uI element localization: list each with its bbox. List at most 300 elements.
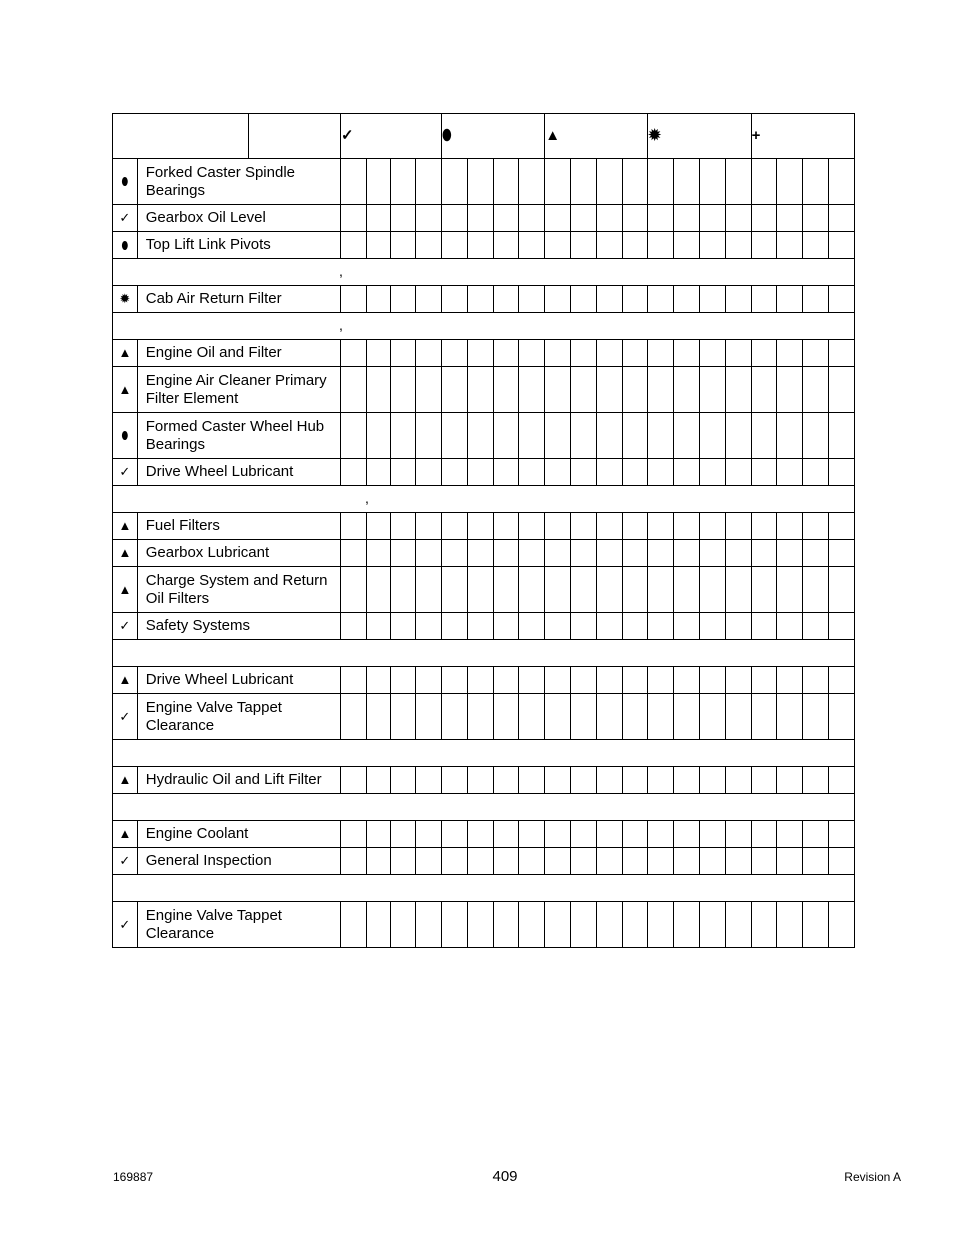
- checkoff-cell[interactable]: [596, 667, 622, 694]
- checkoff-cell[interactable]: [390, 459, 416, 486]
- checkoff-cell[interactable]: [341, 513, 367, 540]
- checkoff-cell[interactable]: [519, 613, 545, 640]
- checkoff-cell[interactable]: [493, 613, 519, 640]
- checkoff-cell[interactable]: [777, 459, 803, 486]
- checkoff-cell[interactable]: [545, 613, 571, 640]
- checkoff-cell[interactable]: [571, 286, 597, 313]
- checkoff-cell[interactable]: [571, 848, 597, 875]
- checkoff-cell[interactable]: [803, 848, 829, 875]
- checkoff-cell[interactable]: [571, 340, 597, 367]
- checkoff-cell[interactable]: [596, 767, 622, 794]
- checkoff-cell[interactable]: [519, 821, 545, 848]
- checkoff-cell[interactable]: [467, 540, 493, 567]
- checkoff-cell[interactable]: [442, 821, 468, 848]
- checkoff-cell[interactable]: [674, 767, 700, 794]
- checkoff-cell[interactable]: [571, 821, 597, 848]
- checkoff-cell[interactable]: [390, 821, 416, 848]
- checkoff-cell[interactable]: [390, 413, 416, 459]
- checkoff-cell[interactable]: [699, 205, 725, 232]
- checkoff-cell[interactable]: [751, 613, 777, 640]
- checkoff-cell[interactable]: [699, 821, 725, 848]
- checkoff-cell[interactable]: [416, 613, 442, 640]
- checkoff-cell[interactable]: [803, 159, 829, 205]
- checkoff-cell[interactable]: [545, 340, 571, 367]
- checkoff-cell[interactable]: [674, 613, 700, 640]
- checkoff-cell[interactable]: [725, 159, 751, 205]
- checkoff-cell[interactable]: [366, 232, 390, 259]
- checkoff-cell[interactable]: [674, 413, 700, 459]
- checkoff-cell[interactable]: [390, 694, 416, 740]
- checkoff-cell[interactable]: [777, 413, 803, 459]
- checkoff-cell[interactable]: [596, 367, 622, 413]
- checkoff-cell[interactable]: [622, 340, 648, 367]
- checkoff-cell[interactable]: [699, 848, 725, 875]
- checkoff-cell[interactable]: [390, 567, 416, 613]
- checkoff-cell[interactable]: [545, 205, 571, 232]
- checkoff-cell[interactable]: [341, 567, 367, 613]
- checkoff-cell[interactable]: [777, 613, 803, 640]
- checkoff-cell[interactable]: [725, 567, 751, 613]
- checkoff-cell[interactable]: [648, 694, 674, 740]
- checkoff-cell[interactable]: [341, 848, 367, 875]
- checkoff-cell[interactable]: [390, 205, 416, 232]
- checkoff-cell[interactable]: [519, 540, 545, 567]
- checkoff-cell[interactable]: [390, 902, 416, 948]
- checkoff-cell[interactable]: [751, 767, 777, 794]
- checkoff-cell[interactable]: [390, 340, 416, 367]
- checkoff-cell[interactable]: [545, 848, 571, 875]
- checkoff-cell[interactable]: [596, 159, 622, 205]
- checkoff-cell[interactable]: [341, 459, 367, 486]
- checkoff-cell[interactable]: [777, 367, 803, 413]
- checkoff-cell[interactable]: [803, 567, 829, 613]
- checkoff-cell[interactable]: [571, 232, 597, 259]
- checkoff-cell[interactable]: [366, 767, 390, 794]
- checkoff-cell[interactable]: [674, 159, 700, 205]
- checkoff-cell[interactable]: [622, 902, 648, 948]
- checkoff-cell[interactable]: [699, 540, 725, 567]
- checkoff-cell[interactable]: [699, 513, 725, 540]
- checkoff-cell[interactable]: [571, 540, 597, 567]
- checkoff-cell[interactable]: [571, 667, 597, 694]
- checkoff-cell[interactable]: [648, 159, 674, 205]
- checkoff-cell[interactable]: [777, 767, 803, 794]
- checkoff-cell[interactable]: [828, 513, 854, 540]
- checkoff-cell[interactable]: [751, 540, 777, 567]
- checkoff-cell[interactable]: [519, 232, 545, 259]
- checkoff-cell[interactable]: [648, 821, 674, 848]
- checkoff-cell[interactable]: [545, 540, 571, 567]
- checkoff-cell[interactable]: [648, 540, 674, 567]
- checkoff-cell[interactable]: [777, 902, 803, 948]
- checkoff-cell[interactable]: [545, 767, 571, 794]
- checkoff-cell[interactable]: [648, 459, 674, 486]
- checkoff-cell[interactable]: [674, 567, 700, 613]
- checkoff-cell[interactable]: [725, 232, 751, 259]
- checkoff-cell[interactable]: [777, 286, 803, 313]
- checkoff-cell[interactable]: [416, 902, 442, 948]
- checkoff-cell[interactable]: [828, 767, 854, 794]
- checkoff-cell[interactable]: [493, 413, 519, 459]
- checkoff-cell[interactable]: [390, 540, 416, 567]
- checkoff-cell[interactable]: [725, 205, 751, 232]
- checkoff-cell[interactable]: [828, 413, 854, 459]
- checkoff-cell[interactable]: [751, 567, 777, 613]
- checkoff-cell[interactable]: [699, 159, 725, 205]
- checkoff-cell[interactable]: [777, 821, 803, 848]
- checkoff-cell[interactable]: [596, 286, 622, 313]
- checkoff-cell[interactable]: [366, 613, 390, 640]
- checkoff-cell[interactable]: [777, 567, 803, 613]
- checkoff-cell[interactable]: [341, 767, 367, 794]
- checkoff-cell[interactable]: [390, 159, 416, 205]
- checkoff-cell[interactable]: [467, 459, 493, 486]
- checkoff-cell[interactable]: [803, 205, 829, 232]
- checkoff-cell[interactable]: [467, 567, 493, 613]
- checkoff-cell[interactable]: [416, 159, 442, 205]
- checkoff-cell[interactable]: [596, 205, 622, 232]
- checkoff-cell[interactable]: [674, 459, 700, 486]
- checkoff-cell[interactable]: [725, 902, 751, 948]
- checkoff-cell[interactable]: [674, 694, 700, 740]
- checkoff-cell[interactable]: [341, 902, 367, 948]
- checkoff-cell[interactable]: [416, 513, 442, 540]
- checkoff-cell[interactable]: [596, 821, 622, 848]
- checkoff-cell[interactable]: [571, 205, 597, 232]
- checkoff-cell[interactable]: [751, 286, 777, 313]
- checkoff-cell[interactable]: [366, 367, 390, 413]
- checkoff-cell[interactable]: [596, 567, 622, 613]
- checkoff-cell[interactable]: [699, 413, 725, 459]
- checkoff-cell[interactable]: [416, 567, 442, 613]
- checkoff-cell[interactable]: [493, 367, 519, 413]
- checkoff-cell[interactable]: [828, 667, 854, 694]
- checkoff-cell[interactable]: [442, 459, 468, 486]
- checkoff-cell[interactable]: [366, 159, 390, 205]
- checkoff-cell[interactable]: [803, 902, 829, 948]
- checkoff-cell[interactable]: [828, 459, 854, 486]
- checkoff-cell[interactable]: [596, 848, 622, 875]
- checkoff-cell[interactable]: [622, 286, 648, 313]
- checkoff-cell[interactable]: [828, 232, 854, 259]
- checkoff-cell[interactable]: [571, 513, 597, 540]
- checkoff-cell[interactable]: [674, 367, 700, 413]
- checkoff-cell[interactable]: [622, 694, 648, 740]
- checkoff-cell[interactable]: [493, 567, 519, 613]
- checkoff-cell[interactable]: [493, 205, 519, 232]
- checkoff-cell[interactable]: [341, 821, 367, 848]
- checkoff-cell[interactable]: [725, 613, 751, 640]
- checkoff-cell[interactable]: [596, 694, 622, 740]
- checkoff-cell[interactable]: [803, 821, 829, 848]
- checkoff-cell[interactable]: [442, 340, 468, 367]
- checkoff-cell[interactable]: [751, 848, 777, 875]
- checkoff-cell[interactable]: [622, 367, 648, 413]
- checkoff-cell[interactable]: [519, 667, 545, 694]
- checkoff-cell[interactable]: [803, 340, 829, 367]
- checkoff-cell[interactable]: [699, 286, 725, 313]
- checkoff-cell[interactable]: [467, 367, 493, 413]
- checkoff-cell[interactable]: [803, 286, 829, 313]
- checkoff-cell[interactable]: [803, 540, 829, 567]
- checkoff-cell[interactable]: [828, 367, 854, 413]
- checkoff-cell[interactable]: [493, 821, 519, 848]
- checkoff-cell[interactable]: [341, 232, 367, 259]
- checkoff-cell[interactable]: [828, 848, 854, 875]
- checkoff-cell[interactable]: [493, 848, 519, 875]
- checkoff-cell[interactable]: [751, 667, 777, 694]
- checkoff-cell[interactable]: [390, 232, 416, 259]
- checkoff-cell[interactable]: [596, 340, 622, 367]
- checkoff-cell[interactable]: [751, 340, 777, 367]
- checkoff-cell[interactable]: [467, 667, 493, 694]
- checkoff-cell[interactable]: [442, 413, 468, 459]
- checkoff-cell[interactable]: [571, 767, 597, 794]
- checkoff-cell[interactable]: [803, 367, 829, 413]
- checkoff-cell[interactable]: [648, 767, 674, 794]
- checkoff-cell[interactable]: [699, 232, 725, 259]
- checkoff-cell[interactable]: [416, 286, 442, 313]
- checkoff-cell[interactable]: [699, 667, 725, 694]
- checkoff-cell[interactable]: [648, 232, 674, 259]
- checkoff-cell[interactable]: [416, 367, 442, 413]
- checkoff-cell[interactable]: [828, 340, 854, 367]
- checkoff-cell[interactable]: [828, 286, 854, 313]
- checkoff-cell[interactable]: [699, 767, 725, 794]
- checkoff-cell[interactable]: [622, 205, 648, 232]
- checkoff-cell[interactable]: [467, 694, 493, 740]
- checkoff-cell[interactable]: [341, 613, 367, 640]
- checkoff-cell[interactable]: [622, 613, 648, 640]
- checkoff-cell[interactable]: [751, 413, 777, 459]
- checkoff-cell[interactable]: [366, 340, 390, 367]
- checkoff-cell[interactable]: [545, 159, 571, 205]
- checkoff-cell[interactable]: [519, 159, 545, 205]
- checkoff-cell[interactable]: [442, 767, 468, 794]
- checkoff-cell[interactable]: [442, 159, 468, 205]
- checkoff-cell[interactable]: [699, 613, 725, 640]
- checkoff-cell[interactable]: [493, 667, 519, 694]
- checkoff-cell[interactable]: [341, 159, 367, 205]
- checkoff-cell[interactable]: [442, 232, 468, 259]
- checkoff-cell[interactable]: [648, 286, 674, 313]
- checkoff-cell[interactable]: [828, 159, 854, 205]
- checkoff-cell[interactable]: [493, 902, 519, 948]
- checkoff-cell[interactable]: [519, 413, 545, 459]
- checkoff-cell[interactable]: [416, 232, 442, 259]
- checkoff-cell[interactable]: [519, 205, 545, 232]
- checkoff-cell[interactable]: [803, 694, 829, 740]
- checkoff-cell[interactable]: [493, 159, 519, 205]
- checkoff-cell[interactable]: [519, 902, 545, 948]
- checkoff-cell[interactable]: [803, 667, 829, 694]
- checkoff-cell[interactable]: [571, 367, 597, 413]
- checkoff-cell[interactable]: [467, 821, 493, 848]
- checkoff-cell[interactable]: [751, 513, 777, 540]
- checkoff-cell[interactable]: [777, 848, 803, 875]
- checkoff-cell[interactable]: [828, 540, 854, 567]
- checkoff-cell[interactable]: [519, 848, 545, 875]
- checkoff-cell[interactable]: [699, 902, 725, 948]
- checkoff-cell[interactable]: [725, 821, 751, 848]
- checkoff-cell[interactable]: [545, 902, 571, 948]
- checkoff-cell[interactable]: [366, 667, 390, 694]
- checkoff-cell[interactable]: [674, 540, 700, 567]
- checkoff-cell[interactable]: [390, 667, 416, 694]
- checkoff-cell[interactable]: [571, 413, 597, 459]
- checkoff-cell[interactable]: [571, 459, 597, 486]
- checkoff-cell[interactable]: [416, 413, 442, 459]
- checkoff-cell[interactable]: [648, 413, 674, 459]
- checkoff-cell[interactable]: [442, 567, 468, 613]
- checkoff-cell[interactable]: [674, 821, 700, 848]
- checkoff-cell[interactable]: [571, 902, 597, 948]
- checkoff-cell[interactable]: [467, 767, 493, 794]
- checkoff-cell[interactable]: [725, 459, 751, 486]
- checkoff-cell[interactable]: [341, 694, 367, 740]
- checkoff-cell[interactable]: [467, 286, 493, 313]
- checkoff-cell[interactable]: [803, 413, 829, 459]
- checkoff-cell[interactable]: [571, 159, 597, 205]
- checkoff-cell[interactable]: [366, 694, 390, 740]
- checkoff-cell[interactable]: [442, 667, 468, 694]
- checkoff-cell[interactable]: [341, 667, 367, 694]
- checkoff-cell[interactable]: [366, 902, 390, 948]
- checkoff-cell[interactable]: [390, 613, 416, 640]
- checkoff-cell[interactable]: [519, 286, 545, 313]
- checkoff-cell[interactable]: [777, 205, 803, 232]
- checkoff-cell[interactable]: [803, 232, 829, 259]
- checkoff-cell[interactable]: [467, 340, 493, 367]
- checkoff-cell[interactable]: [545, 513, 571, 540]
- checkoff-cell[interactable]: [493, 340, 519, 367]
- checkoff-cell[interactable]: [545, 667, 571, 694]
- checkoff-cell[interactable]: [571, 613, 597, 640]
- checkoff-cell[interactable]: [545, 286, 571, 313]
- checkoff-cell[interactable]: [493, 459, 519, 486]
- checkoff-cell[interactable]: [674, 340, 700, 367]
- checkoff-cell[interactable]: [416, 540, 442, 567]
- checkoff-cell[interactable]: [545, 413, 571, 459]
- checkoff-cell[interactable]: [596, 613, 622, 640]
- checkoff-cell[interactable]: [341, 340, 367, 367]
- checkoff-cell[interactable]: [416, 821, 442, 848]
- checkoff-cell[interactable]: [674, 667, 700, 694]
- checkoff-cell[interactable]: [366, 540, 390, 567]
- checkoff-cell[interactable]: [751, 694, 777, 740]
- checkoff-cell[interactable]: [622, 413, 648, 459]
- checkoff-cell[interactable]: [442, 540, 468, 567]
- checkoff-cell[interactable]: [648, 848, 674, 875]
- checkoff-cell[interactable]: [622, 540, 648, 567]
- checkoff-cell[interactable]: [416, 340, 442, 367]
- checkoff-cell[interactable]: [751, 367, 777, 413]
- checkoff-cell[interactable]: [725, 767, 751, 794]
- checkoff-cell[interactable]: [828, 694, 854, 740]
- checkoff-cell[interactable]: [493, 232, 519, 259]
- checkoff-cell[interactable]: [390, 286, 416, 313]
- checkoff-cell[interactable]: [596, 902, 622, 948]
- checkoff-cell[interactable]: [674, 848, 700, 875]
- checkoff-cell[interactable]: [366, 567, 390, 613]
- checkoff-cell[interactable]: [751, 902, 777, 948]
- checkoff-cell[interactable]: [777, 232, 803, 259]
- checkoff-cell[interactable]: [751, 821, 777, 848]
- checkoff-cell[interactable]: [390, 367, 416, 413]
- checkoff-cell[interactable]: [416, 767, 442, 794]
- checkoff-cell[interactable]: [648, 902, 674, 948]
- checkoff-cell[interactable]: [725, 413, 751, 459]
- checkoff-cell[interactable]: [725, 540, 751, 567]
- checkoff-cell[interactable]: [674, 286, 700, 313]
- checkoff-cell[interactable]: [699, 340, 725, 367]
- checkoff-cell[interactable]: [442, 613, 468, 640]
- checkoff-cell[interactable]: [571, 567, 597, 613]
- checkoff-cell[interactable]: [699, 367, 725, 413]
- checkoff-cell[interactable]: [622, 667, 648, 694]
- checkoff-cell[interactable]: [545, 459, 571, 486]
- checkoff-cell[interactable]: [366, 413, 390, 459]
- checkoff-cell[interactable]: [777, 159, 803, 205]
- checkoff-cell[interactable]: [442, 513, 468, 540]
- checkoff-cell[interactable]: [648, 340, 674, 367]
- checkoff-cell[interactable]: [467, 902, 493, 948]
- checkoff-cell[interactable]: [341, 205, 367, 232]
- checkoff-cell[interactable]: [442, 694, 468, 740]
- checkoff-cell[interactable]: [442, 205, 468, 232]
- checkoff-cell[interactable]: [416, 667, 442, 694]
- checkoff-cell[interactable]: [467, 205, 493, 232]
- checkoff-cell[interactable]: [674, 902, 700, 948]
- checkoff-cell[interactable]: [519, 567, 545, 613]
- checkoff-cell[interactable]: [803, 513, 829, 540]
- checkoff-cell[interactable]: [674, 232, 700, 259]
- checkoff-cell[interactable]: [366, 286, 390, 313]
- checkoff-cell[interactable]: [622, 767, 648, 794]
- checkoff-cell[interactable]: [493, 694, 519, 740]
- checkoff-cell[interactable]: [725, 286, 751, 313]
- checkoff-cell[interactable]: [519, 694, 545, 740]
- checkoff-cell[interactable]: [467, 413, 493, 459]
- checkoff-cell[interactable]: [416, 694, 442, 740]
- checkoff-cell[interactable]: [777, 694, 803, 740]
- checkoff-cell[interactable]: [341, 540, 367, 567]
- checkoff-cell[interactable]: [751, 159, 777, 205]
- checkoff-cell[interactable]: [545, 567, 571, 613]
- checkoff-cell[interactable]: [596, 232, 622, 259]
- checkoff-cell[interactable]: [467, 848, 493, 875]
- checkoff-cell[interactable]: [545, 694, 571, 740]
- checkoff-cell[interactable]: [828, 567, 854, 613]
- checkoff-cell[interactable]: [751, 459, 777, 486]
- checkoff-cell[interactable]: [467, 513, 493, 540]
- checkoff-cell[interactable]: [366, 821, 390, 848]
- checkoff-cell[interactable]: [366, 205, 390, 232]
- checkoff-cell[interactable]: [545, 232, 571, 259]
- checkoff-cell[interactable]: [519, 513, 545, 540]
- checkoff-cell[interactable]: [648, 513, 674, 540]
- checkoff-cell[interactable]: [622, 513, 648, 540]
- checkoff-cell[interactable]: [725, 367, 751, 413]
- checkoff-cell[interactable]: [777, 513, 803, 540]
- checkoff-cell[interactable]: [622, 459, 648, 486]
- checkoff-cell[interactable]: [493, 540, 519, 567]
- checkoff-cell[interactable]: [622, 821, 648, 848]
- checkoff-cell[interactable]: [622, 848, 648, 875]
- checkoff-cell[interactable]: [416, 459, 442, 486]
- checkoff-cell[interactable]: [699, 459, 725, 486]
- checkoff-cell[interactable]: [366, 848, 390, 875]
